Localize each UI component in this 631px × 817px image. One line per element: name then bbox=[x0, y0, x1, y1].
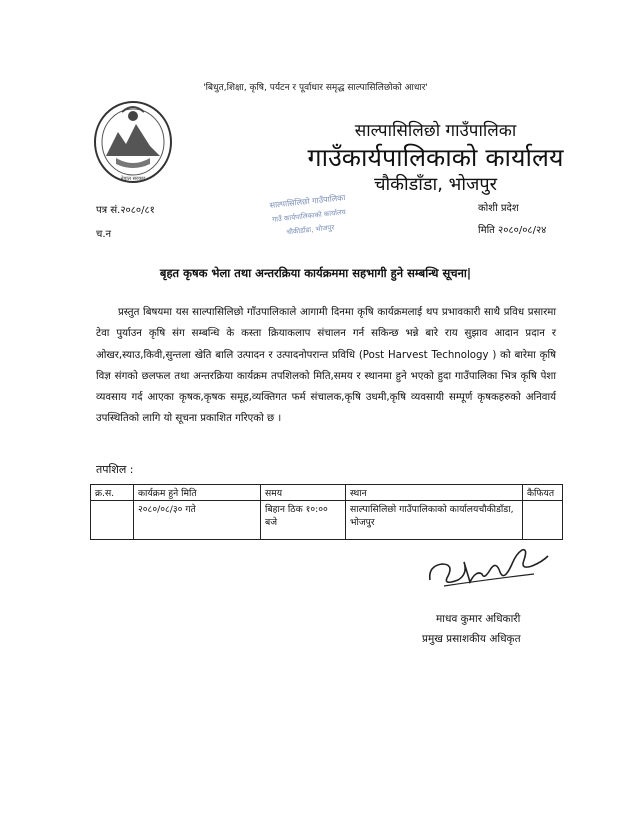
letter-date: मिति २०८०/०८/२४ bbox=[478, 225, 547, 236]
notice-text: प्रस्तुत बिषयमा यस साल्पासिलिछो गाँउपालिकाले आगामी दिनमा कृषि कार्यक्रमलाई थप प्रभावकारी साथै प्रविध प्रसारमा टेवा पुर्याउन कृषि संग सम्बन्धि के कस्ता क्रियाकलाप संचालन गर्न सकिन्छ भन्ने बारे राय सुझाव आदान प्रदान र ओखर,स्याउ,किवी,सुन्तला खेति बालि उत्पादन र उत्पादनोपरान्त प्रविधि (Post Harvest Technology ) को बारेमा कृषि विज्ञ संगको छलफल तथा अन्तरक्रिया कार्यक्रम तपशिलको मिति,समय र स्थानमा हुने भएको हुदा गाउँपालिका भित्र कृषि पेशा व्यवसाय गर्द आएका कृषक,कृषक समूह,व्यक्तिगत फर्म संचालक,कृषि उधमी,कृषि व्यवसायी सम्पूर्ण कृषकहरुको अनिवार्य उपस्थितिको लागि यो सूचना प्रकाशित गरिएको छ । bbox=[96, 307, 556, 425]
col-serial: क्र.स. bbox=[91, 485, 134, 501]
motto: 'बिधुत,शिक्षा, कृषि, पर्यटन र पूर्वाधार समृद्ध साल्पासिलिछोको आधार' bbox=[203, 83, 428, 93]
cell-time: बिहान ठिक १०:०० बजे bbox=[261, 501, 346, 540]
letter-number: पत्र सं.२०८०/८१ bbox=[96, 205, 155, 216]
col-time: समय bbox=[261, 485, 346, 501]
cell-date: २०८०/०८/३० गते bbox=[134, 501, 261, 540]
office-name: गाउँकार्यपालिकाको कार्यालय bbox=[307, 143, 564, 172]
table-header-row bbox=[91, 485, 563, 501]
col-venue: स्थान bbox=[346, 485, 523, 501]
col-remarks: कैफियत bbox=[523, 485, 563, 501]
table-row bbox=[91, 501, 563, 540]
cell-venue: साल्पासिलिछो गाउँपालिकाको कार्यालयचौकीडाँडा, भोजपुर bbox=[346, 501, 523, 540]
office-address: चौकीडाँडा, भोजपुर bbox=[374, 174, 497, 195]
subject-line: बृहत कृषक भेला तथा अन्तरक्रिया कार्यक्रममा सहभागी हुने सम्बन्धि सूचना| bbox=[159, 266, 472, 280]
dispatch-number: च.न bbox=[96, 229, 112, 240]
cell-serial bbox=[91, 501, 134, 540]
signatory-post: प्रमुख प्रसाशकीय अधिकृत bbox=[422, 633, 521, 645]
signatory-name: माधव कुमार अधिकारी bbox=[436, 613, 521, 625]
office-stamp bbox=[262, 190, 356, 242]
notice-body bbox=[96, 302, 556, 430]
svg-text:गाउँ कार्यपालिकाको कार्यालय: गाउँ कार्यपालिकाको कार्यालय bbox=[271, 208, 347, 224]
signature bbox=[424, 540, 556, 596]
province: कोशी प्रदेश bbox=[478, 203, 519, 214]
svg-text:नेपाल सरकार: नेपाल सरकार bbox=[120, 176, 146, 182]
cell-remarks bbox=[523, 501, 563, 540]
col-date: कार्यक्रम हुने मिति bbox=[134, 485, 261, 501]
svg-text:चौकीडाँडा, भोजपुर: चौकीडाँडा, भोजपुर bbox=[286, 223, 335, 237]
municipality-name: साल्पासिलिछो गाउँपालिका bbox=[354, 121, 517, 141]
svg-text:साल्पासिलिछो गाउँपालिका: साल्पासिलिछो गाउँपालिका bbox=[269, 193, 346, 211]
schedule-label: तपशिल : bbox=[96, 463, 134, 476]
schedule-table bbox=[90, 484, 563, 540]
